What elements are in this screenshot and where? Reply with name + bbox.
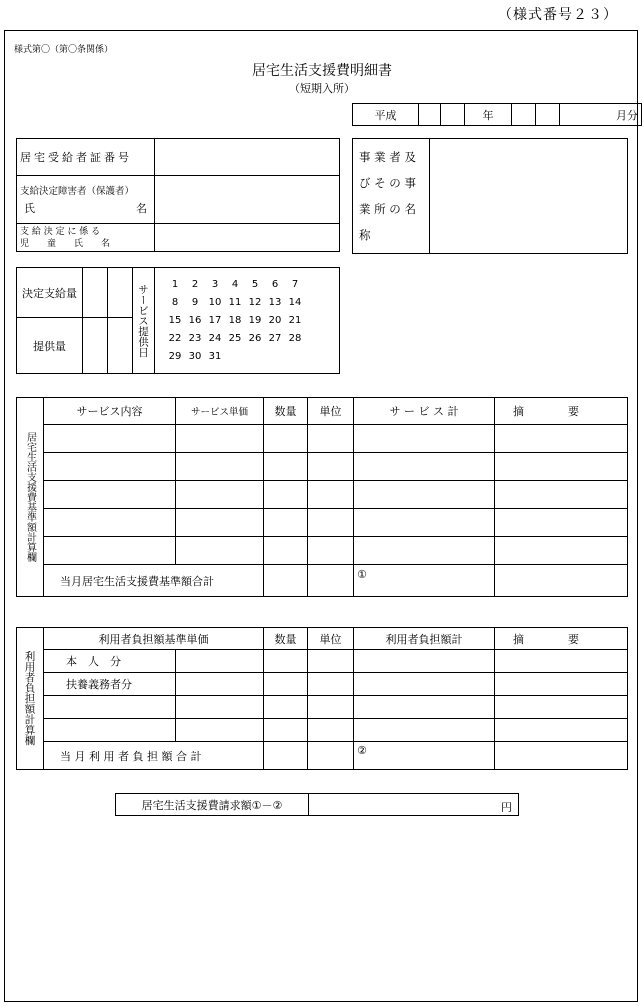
amount-table	[16, 267, 340, 374]
day-row	[165, 348, 336, 366]
day-number[interactable]: 18	[228, 314, 242, 326]
day-number[interactable]: 11	[228, 296, 242, 308]
invoice-label: 居宅生活支援費請求額①－②	[116, 794, 309, 816]
era-label: 平成	[353, 104, 419, 126]
day-row	[165, 330, 336, 348]
day-number[interactable]: 30	[188, 350, 202, 362]
day-number[interactable]: 15	[168, 314, 182, 326]
service-total-label: 当月居宅生活支援費基準額合計	[44, 565, 264, 597]
day-number[interactable]: 23	[188, 332, 202, 344]
table-row	[17, 696, 628, 719]
service-total-amount[interactable]: ①	[354, 565, 495, 597]
col-unit-price: サービス単価	[176, 398, 264, 425]
day-number[interactable]: 10	[208, 296, 222, 308]
table-row	[17, 453, 628, 481]
service-days-label: サービス提供日	[133, 268, 155, 374]
form-number: （様式番号２３）	[498, 7, 618, 23]
day-number[interactable]: 31	[208, 350, 222, 362]
month-digit-2[interactable]	[536, 104, 560, 126]
day-number[interactable]: 2	[191, 278, 199, 290]
year-label: 年	[465, 104, 512, 126]
day-number[interactable]: 24	[208, 332, 222, 344]
table-row	[17, 650, 628, 673]
provided-amount-label: 提供量	[17, 318, 83, 374]
day-number[interactable]: 27	[268, 332, 282, 344]
service-total-qty[interactable]	[264, 565, 308, 597]
provided-amount-cell-1[interactable]	[83, 318, 108, 374]
col-unit: 単位	[308, 628, 354, 650]
table-row	[17, 537, 628, 565]
decision-person-field[interactable]	[155, 176, 340, 224]
service-calculation-table	[16, 397, 628, 597]
year-digit-1[interactable]	[419, 104, 441, 126]
recipient-table	[16, 138, 340, 252]
col-burden-amount: 利用者負担額計	[354, 628, 495, 650]
decision-amount-cell-1[interactable]	[83, 268, 108, 318]
day-number[interactable]: 14	[288, 296, 302, 308]
page-title: 居宅生活支援費明細書	[252, 63, 392, 79]
month-digit-1[interactable]	[512, 104, 536, 126]
burden-total-note[interactable]	[495, 742, 628, 770]
cert-number-label: 居宅受給者証番号	[17, 139, 155, 176]
child-name-label: 支 給 決 定 に 係 る 児 童 氏 名	[17, 224, 155, 252]
billing-period-table	[352, 103, 642, 126]
table-row	[17, 673, 628, 696]
invoice-amount-field[interactable]	[309, 794, 519, 816]
currency-label: 円	[501, 801, 512, 814]
table-row	[17, 481, 628, 509]
col-note: 摘 要	[495, 628, 628, 650]
table-row	[17, 425, 628, 453]
day-number[interactable]: 4	[231, 278, 239, 290]
day-number[interactable]: 29	[168, 350, 182, 362]
col-quantity: 数量	[264, 628, 308, 650]
col-note: 摘 要	[495, 398, 628, 425]
day-number[interactable]: 17	[208, 314, 222, 326]
day-number[interactable]: 25	[228, 332, 242, 344]
col-unit: 単位	[308, 398, 354, 425]
col-service-total: サ ー ビ ス 計	[354, 398, 495, 425]
provided-amount-cell-2[interactable]	[108, 318, 133, 374]
form-article-label: 様式第〇（第〇条関係）	[14, 45, 114, 55]
day-number[interactable]: 26	[248, 332, 262, 344]
invoice-table	[115, 793, 519, 816]
day-number[interactable]: 5	[251, 278, 259, 290]
decision-amount-label: 決定支給量	[17, 268, 83, 318]
burden-calculation-table	[16, 627, 628, 770]
service-total-unit[interactable]	[308, 565, 354, 597]
day-number[interactable]: 1	[171, 278, 179, 290]
day-number[interactable]: 13	[268, 296, 282, 308]
day-row	[165, 312, 336, 330]
burden-total-qty[interactable]	[264, 742, 308, 770]
burden-total-unit[interactable]	[308, 742, 354, 770]
table-row	[17, 719, 628, 742]
day-number[interactable]: 16	[188, 314, 202, 326]
table-row	[17, 509, 628, 537]
day-number[interactable]: 7	[291, 278, 299, 290]
day-number[interactable]: 22	[168, 332, 182, 344]
col-burden-base: 利用者負担額基準単価	[44, 628, 264, 650]
decision-person-label: 支給決定障害者（保護者） 氏 名	[17, 176, 155, 224]
cert-number-field[interactable]	[155, 139, 340, 176]
burden-total-label: 当 月 利 用 者 負 担 額 合 計	[44, 742, 264, 770]
day-number[interactable]: 19	[248, 314, 262, 326]
service-section-label: 居宅生活支援費基準額計算欄	[17, 398, 44, 597]
burden-total-amount[interactable]: ②	[354, 742, 495, 770]
day-number[interactable]: 9	[191, 296, 199, 308]
service-days-grid	[155, 268, 340, 374]
day-number[interactable]: 20	[268, 314, 282, 326]
burden-section-label: 利用者負担額計算欄	[17, 628, 44, 770]
day-number[interactable]: 12	[248, 296, 262, 308]
row-self-label: 本 人 分	[44, 650, 176, 673]
day-number[interactable]: 6	[271, 278, 279, 290]
day-number[interactable]: 8	[171, 296, 179, 308]
service-total-note[interactable]	[495, 565, 628, 597]
provider-name-field[interactable]	[430, 139, 628, 254]
day-row	[165, 294, 336, 312]
month-label: 月分	[560, 104, 642, 126]
child-name-field[interactable]	[155, 224, 340, 252]
provider-table	[352, 138, 628, 254]
col-service-content: サービス内容	[44, 398, 176, 425]
col-quantity: 数量	[264, 398, 308, 425]
page-subtitle: （短期入所）	[289, 82, 355, 95]
day-row	[165, 276, 336, 294]
day-number[interactable]: 28	[288, 332, 302, 344]
provider-label: 事 業 者 及 び そ の 事 業 所 の 名 称	[353, 139, 430, 254]
row-support-label: 扶養義務者分	[44, 673, 176, 696]
year-digit-2[interactable]	[441, 104, 465, 126]
day-number[interactable]: 21	[288, 314, 302, 326]
day-number[interactable]: 3	[211, 278, 219, 290]
decision-amount-cell-2[interactable]	[108, 268, 133, 318]
